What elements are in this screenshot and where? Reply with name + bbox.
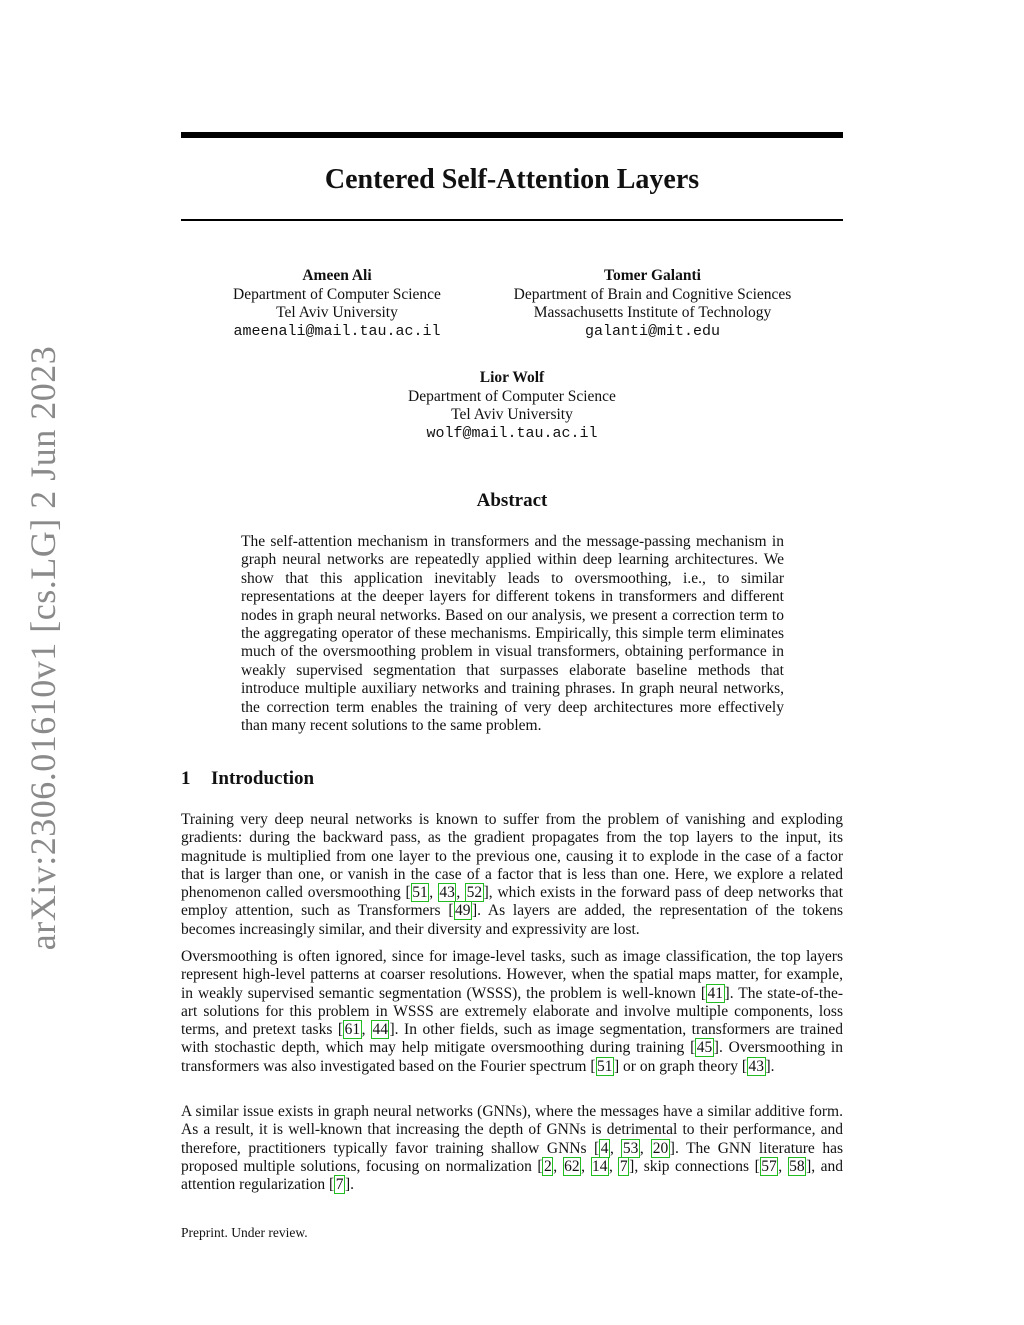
- author-block: [211, 267, 463, 341]
- author-institution: Tel Aviv University: [451, 406, 573, 423]
- author-name: Tomer Galanti: [604, 267, 701, 284]
- abstract-heading: Abstract: [476, 490, 548, 511]
- author-email[interactable]: wolf@mail.tau.ac.il: [426, 424, 598, 442]
- paragraph-text: ,: [778, 1157, 788, 1175]
- paragraph-text: ,: [361, 1021, 371, 1039]
- footer-note: Preprint. Under review.: [181, 1225, 308, 1240]
- author-department: Department of Computer Science: [408, 387, 616, 405]
- paragraph-text: ]. In other fields, such as image segmentation, transformers are trained with stochastic depth, which may help mitigate oversmoothing during training [: [181, 1021, 844, 1057]
- author-block: [480, 267, 825, 341]
- body-paragraph: [181, 1103, 843, 1194]
- author-institution: Massachusetts Institute of Technology: [533, 304, 772, 321]
- paragraph-text: ]. The state-of-the-art solutions for this problem in WSSS are extremely elaborate and involve multiple components, loss terms, and pretext tasks [: [181, 984, 843, 1039]
- paragraph-text: Training very deep neural networks is known to suffer from the problem of vanishing and exploding gradients: during the backward pass, as the gradient propagates from the top layers to the input, its magnitude is multiplied from one layer to the previous one, causing it to explode in the case of a factor that is larger than one, or vanish in the case of a factor that is less than one. Here, we explore a related phenomenon called oversmoothing [: [181, 811, 843, 902]
- abstract-text: The self-attention mechanism in transformers and the message-passing mechanism in graph neural networks are repeatedly applied within deep learning architectures. We show that this application inevitably leads to oversmoothing, i.e., to similar representations at the deeper layers for different tokens in transformers and different nodes in graph neural networks. Based on our analysis, we present a correction term to the aggregating operator of these mechanisms. Empirically, this simple term eliminates much of the oversmoothing problem in visual transformers, obtaining performance in weakly supervised segmentation that surpasses elaborate baseline methods that introduce multiple auxiliary networks and training phrases. In graph neural networks, the correction term enables the training of very deep architectures more effectively than many recent solutions to the same problem.: [241, 533, 784, 735]
- paragraph-text: ]. The GNN literature has proposed multiple solutions, focusing on normalization [: [181, 1139, 843, 1175]
- section-title: Introduction: [211, 768, 315, 789]
- paragraph-text: A similar issue exists in graph neural networks (GNNs), where the messages have a similar additive form. As a result, it is well-known that increasing the depth of GNNs is detrimental to their performance, and therefore, practitioners typically favor training shallow GNNs [: [181, 1103, 843, 1157]
- citation-link[interactable]: 49: [455, 902, 471, 920]
- paper-title: Centered Self-Attention Layers: [324, 164, 700, 195]
- citation-link[interactable]: 53: [622, 1139, 639, 1157]
- paragraph-text: ,: [609, 1139, 622, 1157]
- citation-link[interactable]: 41: [707, 984, 724, 1002]
- citation-link[interactable]: 61: [344, 1021, 361, 1039]
- author-department: Department of Computer Science: [233, 285, 441, 303]
- citation-link[interactable]: 45: [696, 1039, 713, 1057]
- citation-link[interactable]: 14: [592, 1157, 608, 1175]
- author-block: [362, 369, 662, 443]
- body-paragraph: [181, 948, 843, 1076]
- paragraph-text: ].: [344, 1176, 355, 1194]
- citation-link[interactable]: 58: [789, 1157, 805, 1175]
- paragraph-text: ,: [639, 1139, 652, 1157]
- paragraph-text: ] or on graph theory [: [614, 1057, 748, 1075]
- section-heading: [181, 767, 314, 791]
- paragraph-text: ,: [456, 884, 466, 902]
- paragraph-text: Oversmoothing is often ignored, since for image-level tasks, such as image classification, the top layers represent high-level patterns at coarser resolutions. However, when the spatial maps matter, for example, in weakly supervised semantic segmentation (WSSS), the problem is well-known [: [181, 948, 843, 1002]
- citation-link[interactable]: 4: [600, 1139, 609, 1157]
- paragraph-text: ], skip connections [: [629, 1157, 760, 1175]
- citation-link[interactable]: 57: [761, 1157, 777, 1175]
- paragraph-text: ]. As layers are added, the representation of the tokens becomes increasingly similar, and their diversity and expressivity are lost.: [181, 902, 843, 938]
- author-department: Department of Brain and Cognitive Sciences: [513, 285, 792, 303]
- citation-link[interactable]: 43: [439, 884, 455, 902]
- paragraph-text: ].: [765, 1057, 775, 1075]
- citation-link[interactable]: 62: [564, 1157, 580, 1175]
- paragraph-text: ,: [429, 884, 438, 902]
- paragraph-text: ,: [553, 1157, 563, 1175]
- author-institution: Tel Aviv University: [276, 304, 398, 321]
- body-paragraph: [181, 811, 843, 939]
- paragraph-text: ], and attention regularization [: [181, 1157, 844, 1194]
- author-name: Lior Wolf: [479, 369, 545, 386]
- title-bottom-rule: [181, 219, 843, 221]
- citation-link[interactable]: 7: [619, 1157, 628, 1175]
- citation-link[interactable]: 43: [748, 1057, 765, 1075]
- section-number: 1: [181, 768, 191, 789]
- citation-link[interactable]: 52: [466, 884, 483, 902]
- paragraph-text: ]. Oversmoothing in transformers was also investigated based on the Fourier spectrum [: [181, 1039, 843, 1075]
- title-top-rule: [181, 132, 843, 138]
- paragraph-text: ], which exists in the forward pass of deep networks that employ attention, such as Transformers [: [181, 884, 843, 920]
- author-email[interactable]: ameenali@mail.tau.ac.il: [233, 322, 441, 340]
- citation-link[interactable]: 20: [652, 1139, 669, 1157]
- citation-link[interactable]: 51: [597, 1057, 613, 1075]
- citation-link[interactable]: 2: [543, 1157, 552, 1175]
- citation-link[interactable]: 51: [412, 884, 428, 902]
- paragraph-text: ,: [581, 1157, 591, 1175]
- citation-link[interactable]: 44: [372, 1021, 388, 1039]
- citation-link[interactable]: 7: [335, 1176, 344, 1194]
- author-name: Ameen Ali: [302, 267, 372, 284]
- arxiv-identifier-stamp: arXiv:2306.01610v1 [cs.LG] 2 Jun 2023: [23, 345, 63, 951]
- paragraph-text: ,: [609, 1157, 619, 1175]
- author-email[interactable]: galanti@mit.edu: [584, 322, 721, 340]
